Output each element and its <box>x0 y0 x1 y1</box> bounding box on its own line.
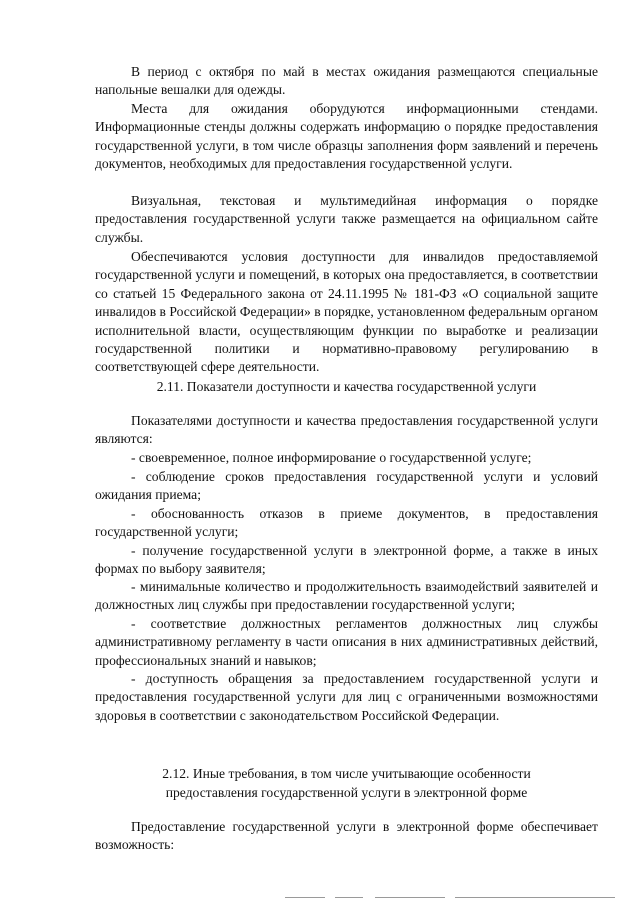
paragraph-electronic-possibilities: Предоставление государственной услуги в электронной форме обеспечивает возможность: <box>95 819 598 853</box>
paragraph-coat-hangers: В период с октября по май в местах ожидания размещаются специальные напольные вешалки для одежды. <box>95 64 598 98</box>
list-item-refusals: - обоснованность отказов в приеме документов, в предоставления государственной услуги; <box>95 506 598 540</box>
section-heading-2-12-line2: предоставления государственной услуги в электронной форме <box>165 785 528 800</box>
paragraph-quality-indicators: Показателями доступности и качества предоставления государственной услуги являются: <box>95 413 598 447</box>
list-item-interactions: - минимальные количество и продолжительность взаимодействий заявителей и должностных лиц службы при предоставлении государственной услуги; <box>95 579 598 613</box>
section-heading-2-11: 2.11. Показатели доступности и качества государственной услуги <box>156 379 537 394</box>
list-item-informing: - своевременное, полное информирование о государственной услуге; <box>131 450 532 465</box>
scan-artifact-line <box>335 897 363 898</box>
paragraph-official-site: Визуальная, текстовая и мультимедийная информация о порядке предоставления государственной услуги также размещается на официальном сайте службы. <box>95 193 598 245</box>
list-item-electronic-form: - получение государственной услуги в электронной форме, а также в иных формах по выбору заявителя; <box>95 543 598 577</box>
list-item-accessibility: - доступность обращения за предоставлением государственной услуги и предоставления государственной услуги для лиц с ограниченными возможностями здоровья в соответствии с законодательством Российской Федерации. <box>95 671 598 723</box>
paragraph-disability-access: Обеспечиваются условия доступности для инвалидов предоставляемой государственной услуги и помещений, в которых она предоставляется, в соответствии со статьей 15 Федерального закона от 24.11.1995 № 181-ФЗ «О социальной защите инвалидов в Российской Федерации» в порядке, установленном федеральным органом исполнительной власти, осуществляющим функции по выработке и реализации государственной политики и нормативно-правовому регулированию в соответствующей сфере деятельности. <box>95 249 598 375</box>
scan-artifact-line <box>375 897 445 898</box>
list-item-job-regulations: - соответствие должностных регламентов должностных лиц службы административному регламенту в части описания в них административных действий, профессиональных знаний и навыков; <box>95 616 598 668</box>
section-heading-2-12-line1: 2.12. Иные требования, в том числе учитывающие особенности <box>162 766 531 781</box>
list-item-deadlines: - соблюдение сроков предоставления государственной услуги и условий ожидания приема; <box>95 469 598 503</box>
scan-artifact-line <box>285 897 325 898</box>
paragraph-info-stands: Места для ожидания оборудуются информационными стендами. Информационные стенды должны содержать информацию о порядке предоставления государственной услуги, в том числе образцы заполнения форм заявлений и перечень документов, необходимых для предоставления государственной услуги. <box>95 101 598 172</box>
scan-artifact-line <box>455 897 615 898</box>
